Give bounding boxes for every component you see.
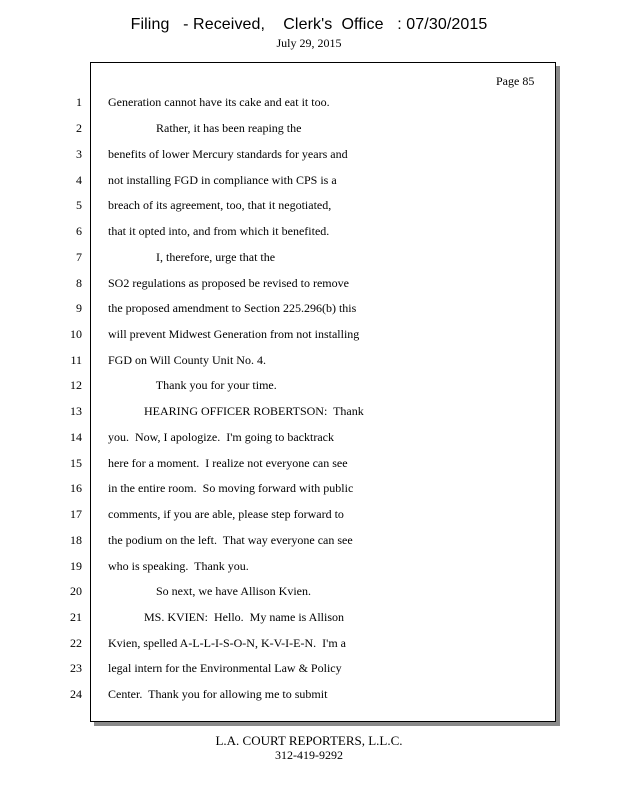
footer-company: L.A. COURT REPORTERS, L.L.C. [215,733,403,748]
line-number: 17 [70,507,82,521]
line-text: legal intern for the Environmental Law & Policy [108,661,342,675]
transcript-line [0,505,560,523]
line-text: Generation cannot have its cake and eat it too. [108,95,330,109]
transcript-line [0,428,560,446]
transcript-line [0,454,560,472]
line-text: in the entire room. So moving forward with public [108,481,354,495]
line-number: 15 [70,456,82,470]
filing-stamp: Filing - Received, Clerk's Office : 07/30/2015 [130,16,488,33]
line-text: you. Now, I apologize. I'm going to backtrack [108,430,334,444]
transcript-line [0,634,560,652]
line-number: 23 [70,661,82,675]
line-number: 14 [70,430,82,444]
transcript-line [0,325,560,343]
line-text: Center. Thank you for allowing me to submit [108,687,328,701]
transcript-line [0,196,560,214]
transcript-line [0,531,560,549]
line-text: I, therefore, urge that the [108,250,276,264]
transcript-line [0,119,560,137]
line-number: 10 [70,327,82,341]
transcript-line [0,557,560,575]
line-number: 1 [76,95,82,109]
line-number: 18 [70,533,82,547]
line-text: MS. KVIEN: Hello. My name is Allison [108,610,344,624]
line-number: 2 [76,121,82,135]
line-number: 3 [76,147,82,161]
line-number: 8 [76,276,82,290]
footer-phone: 312-419-9292 [275,748,343,762]
transcript-line [0,171,560,189]
line-number: 19 [70,559,82,573]
line-number: 5 [76,198,82,212]
line-text: will prevent Midwest Generation from not installing [108,327,360,341]
line-text: comments, if you are able, please step forward to [108,507,344,521]
line-text: FGD on Will County Unit No. 4. [108,353,266,367]
line-text: who is speaking. Thank you. [108,559,249,573]
line-number: 16 [70,481,82,495]
line-text: here for a moment. I realize not everyone can see [108,456,348,470]
line-number: 21 [70,610,82,624]
line-number: 13 [70,404,82,418]
line-number: 20 [70,584,82,598]
line-text: breach of its agreement, too, that it negotiated, [108,198,332,212]
transcript-line [0,685,560,703]
transcript-line [0,659,560,677]
line-text: the proposed amendment to Section 225.296(b) this [108,301,357,315]
transcript-line [0,93,560,111]
line-text: So next, we have Allison Kvien. [108,584,311,598]
transcript-line [0,402,560,420]
line-text: Kvien, spelled A-L-L-I-S-O-N, K-V-I-E-N. I'm a [108,636,346,650]
line-number: 22 [70,636,82,650]
transcript-line [0,479,560,497]
transcript-line [0,608,560,626]
line-text: the podium on the left. That way everyone can see [108,533,353,547]
transcript-line [0,582,560,600]
line-text: that it opted into, and from which it benefited. [108,224,330,238]
line-text: Rather, it has been reaping the [108,121,302,135]
header-date: July 29, 2015 [276,36,342,50]
line-text: SO2 regulations as proposed be revised to remove [108,276,349,290]
line-number: 11 [70,353,82,367]
transcript-line [0,351,560,369]
transcript-line [0,248,560,266]
line-number: 7 [76,250,82,264]
transcript-line [0,222,560,240]
line-text: HEARING OFFICER ROBERTSON: Thank [108,404,364,418]
transcript-line [0,274,560,292]
line-number: 24 [70,687,82,701]
line-number: 6 [76,224,82,238]
line-text: benefits of lower Mercury standards for years and [108,147,348,161]
line-text: not installing FGD in compliance with CPS is a [108,173,337,187]
line-text: Thank you for your time. [108,378,277,392]
line-number: 9 [76,301,82,315]
line-number: 12 [70,378,82,392]
transcript-line [0,145,560,163]
transcript-line [0,299,560,317]
page-number: Page 85 [496,74,535,88]
transcript-line [0,376,560,394]
line-number: 4 [76,173,82,187]
